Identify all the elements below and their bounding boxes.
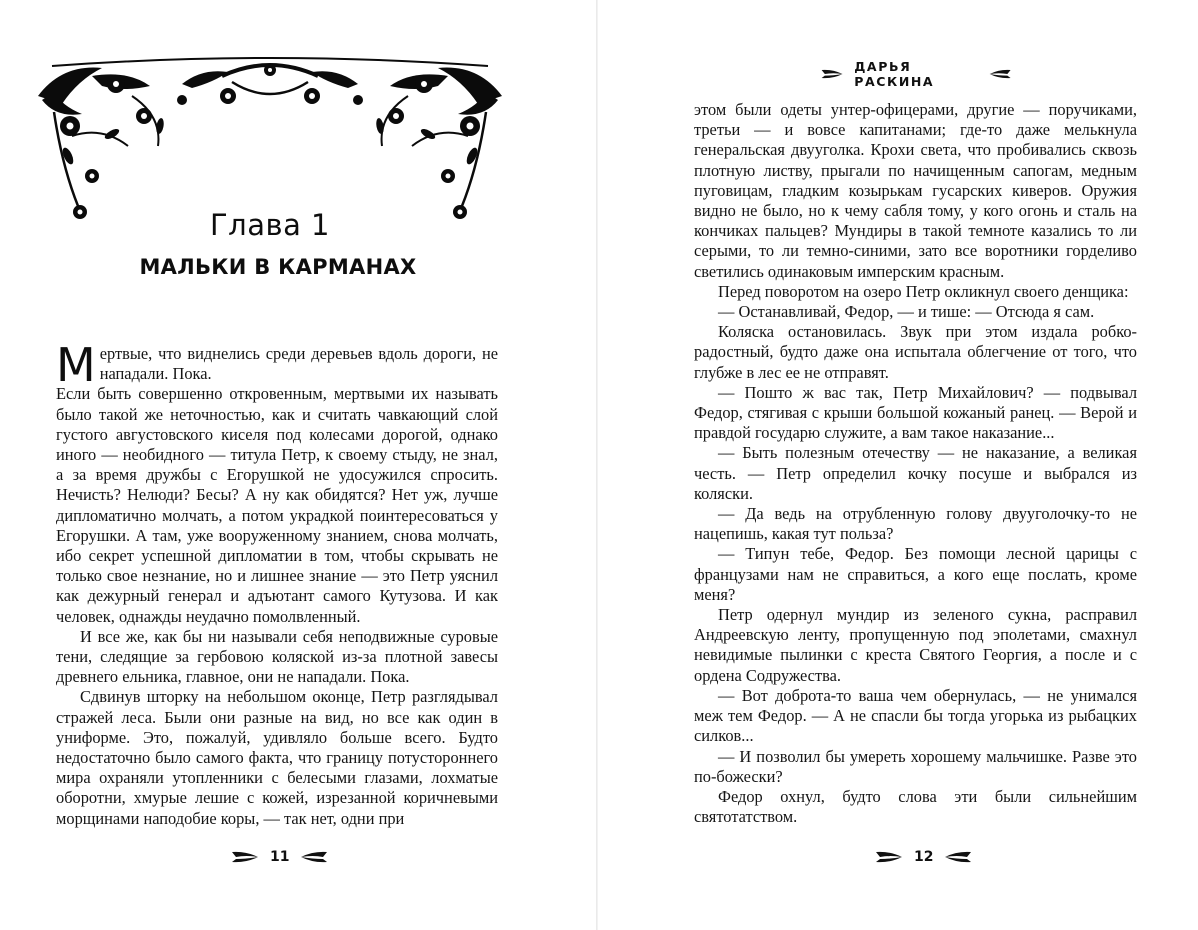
- flourish-left-icon: [230, 849, 260, 865]
- paragraph: — Быть полезным отечеству — не наказание, а великая честь. — Петр определил кочку посуше и выбрался из коляски.: [694, 443, 1137, 503]
- flourish-left-icon: [820, 67, 844, 81]
- drop-cap: М: [56, 338, 96, 392]
- paragraph: — Вот доброта-то ваша чем обернулась, — не унимался меж тем Федор. — А не спасли бы тогда угорька из рыбацких силков...: [694, 685, 1137, 746]
- book-gutter: [596, 0, 598, 930]
- running-head: [820, 59, 1012, 89]
- flourish-right-icon: [943, 849, 973, 865]
- paragraph: — Останавливай, Федор, — и тише: — Отсюда я сам.: [718, 302, 1095, 322]
- flourish-right-icon: [299, 849, 329, 865]
- page-number: 11: [270, 849, 290, 865]
- page-number-right: [874, 846, 973, 868]
- flourish-left-icon: [874, 849, 904, 865]
- paragraph: Сдвинув шторку на небольшом оконце, Петр разглядывал стражей леса. Были они разные на вид, но все как один в униформе. Это, пожалуй, удивляло больше всего. Будто недостаточно было самого факта, что границу потустороннего мира охраняли утопленники с белесыми глазами, лохматые оборотни, хмурые лешие с кожей, изрезанной коричневыми морщинами наподобие коры, — так нет, одни при: [56, 687, 498, 828]
- flourish-right-icon: [988, 67, 1012, 81]
- page-number: 12: [914, 849, 934, 865]
- paragraph: Федор охнул, будто слова эти были сильнейшим святотатством.: [694, 786, 1137, 827]
- chapter-subtitle: МАЛЬКИ В КАРМАНАХ: [139, 255, 417, 279]
- paragraph: Петр одернул мундир из зеленого сукна, расправил Андреевскую ленту, пропущенную под эполетами, смахнул невидимые пылинки с креста Святого Георгия, а после и с ордена Содружества.: [694, 605, 1137, 685]
- paragraph: — Да ведь на отрубленную голову двууголочку-то не нацепишь, какая тут польза?: [694, 504, 1137, 544]
- paragraph: [56, 338, 498, 392]
- paragraph: — Пошто ж вас так, Петр Михайлович? — подвывал Федор, стягивая с крыши большой кожаный ранец. — Верой и правдой государю служите, а вам такое наказание...: [694, 382, 1137, 443]
- chapter-title: Глава 1: [209, 208, 331, 242]
- paragraph: И все же, как бы ни называли себя неподвижные суровые тени, следящие за гербовою коляской из-за плотной завесы древнего ельника, главное, они не нападали. Пока.: [56, 626, 498, 687]
- left-page: [0, 0, 597, 930]
- paragraph: Если быть совершенно откровенным, мертвыми их называть было такой же неточностью, как и считать чавкающий слой густого августовского киселя под колесами дорогой, однако иного — необидного — титула Петр, к своему стыду, не знал, а за время дружбы с Егорушкой не удосужился спросить. Нечисть? Нелюди? Бесы? А ну как обидятся? Нет уж, лучше дипломатично молчать, а потом украдкой поинтересоваться у Егорушки. А там, уже вооруженному знанием, снова молчать, ибо секрет успешной дипломатии в том, чтобы скрывать не только свое незнание, но и лишнее знание — это Петр уяснил как дежурный генерал и адъютант самого Кутузова. И как человек, однажды неудачно помолвленный.: [56, 384, 498, 626]
- page-number-left: [230, 846, 329, 868]
- paragraph: — И позволил бы умереть хорошему мальчишке. Разве это по-божески?: [694, 746, 1137, 786]
- author-name: ДАРЬЯ РАСКИНА: [854, 59, 935, 89]
- left-body-text: [56, 338, 498, 829]
- paragraph-text: ертвые, что виднелись среди деревьев вдоль дороги, не нападали. Пока.: [99, 344, 498, 384]
- paragraph: — Типун тебе, Федор. Без помощи лесной царицы с французами нам не справиться, а кого еще послать, кроме меня?: [694, 544, 1137, 604]
- floral-ornament-header: [32, 56, 508, 226]
- paragraph: Перед поворотом на озеро Петр окликнул своего денщика:: [718, 281, 1129, 301]
- right-body-text: [694, 100, 1137, 827]
- paragraph: этом были одеты унтер-офицерами, другие — поручиками, третьи — и вовсе капитанами; где-то даже мелькнула генеральская двууголка. Крохи света, что пробивались сквозь плотную листву, прыгали по начищенным сапогам, медным пуговицам, гладким козырькам гусарских киверов. Оружия видно не было, но к чему сабля тому, у кого огонь и сталь на кончиках пальцев? Мундиры в такой темноте казались то ли серыми, то ли темно-синими, зато все воротники горделиво светились одинаковым имперским красным.: [694, 100, 1137, 281]
- paragraph: Коляска остановилась. Звук при этом издала робко-радостный, будто даже она испытала облегчение от того, что глубже в лес ее не отправят.: [694, 322, 1137, 382]
